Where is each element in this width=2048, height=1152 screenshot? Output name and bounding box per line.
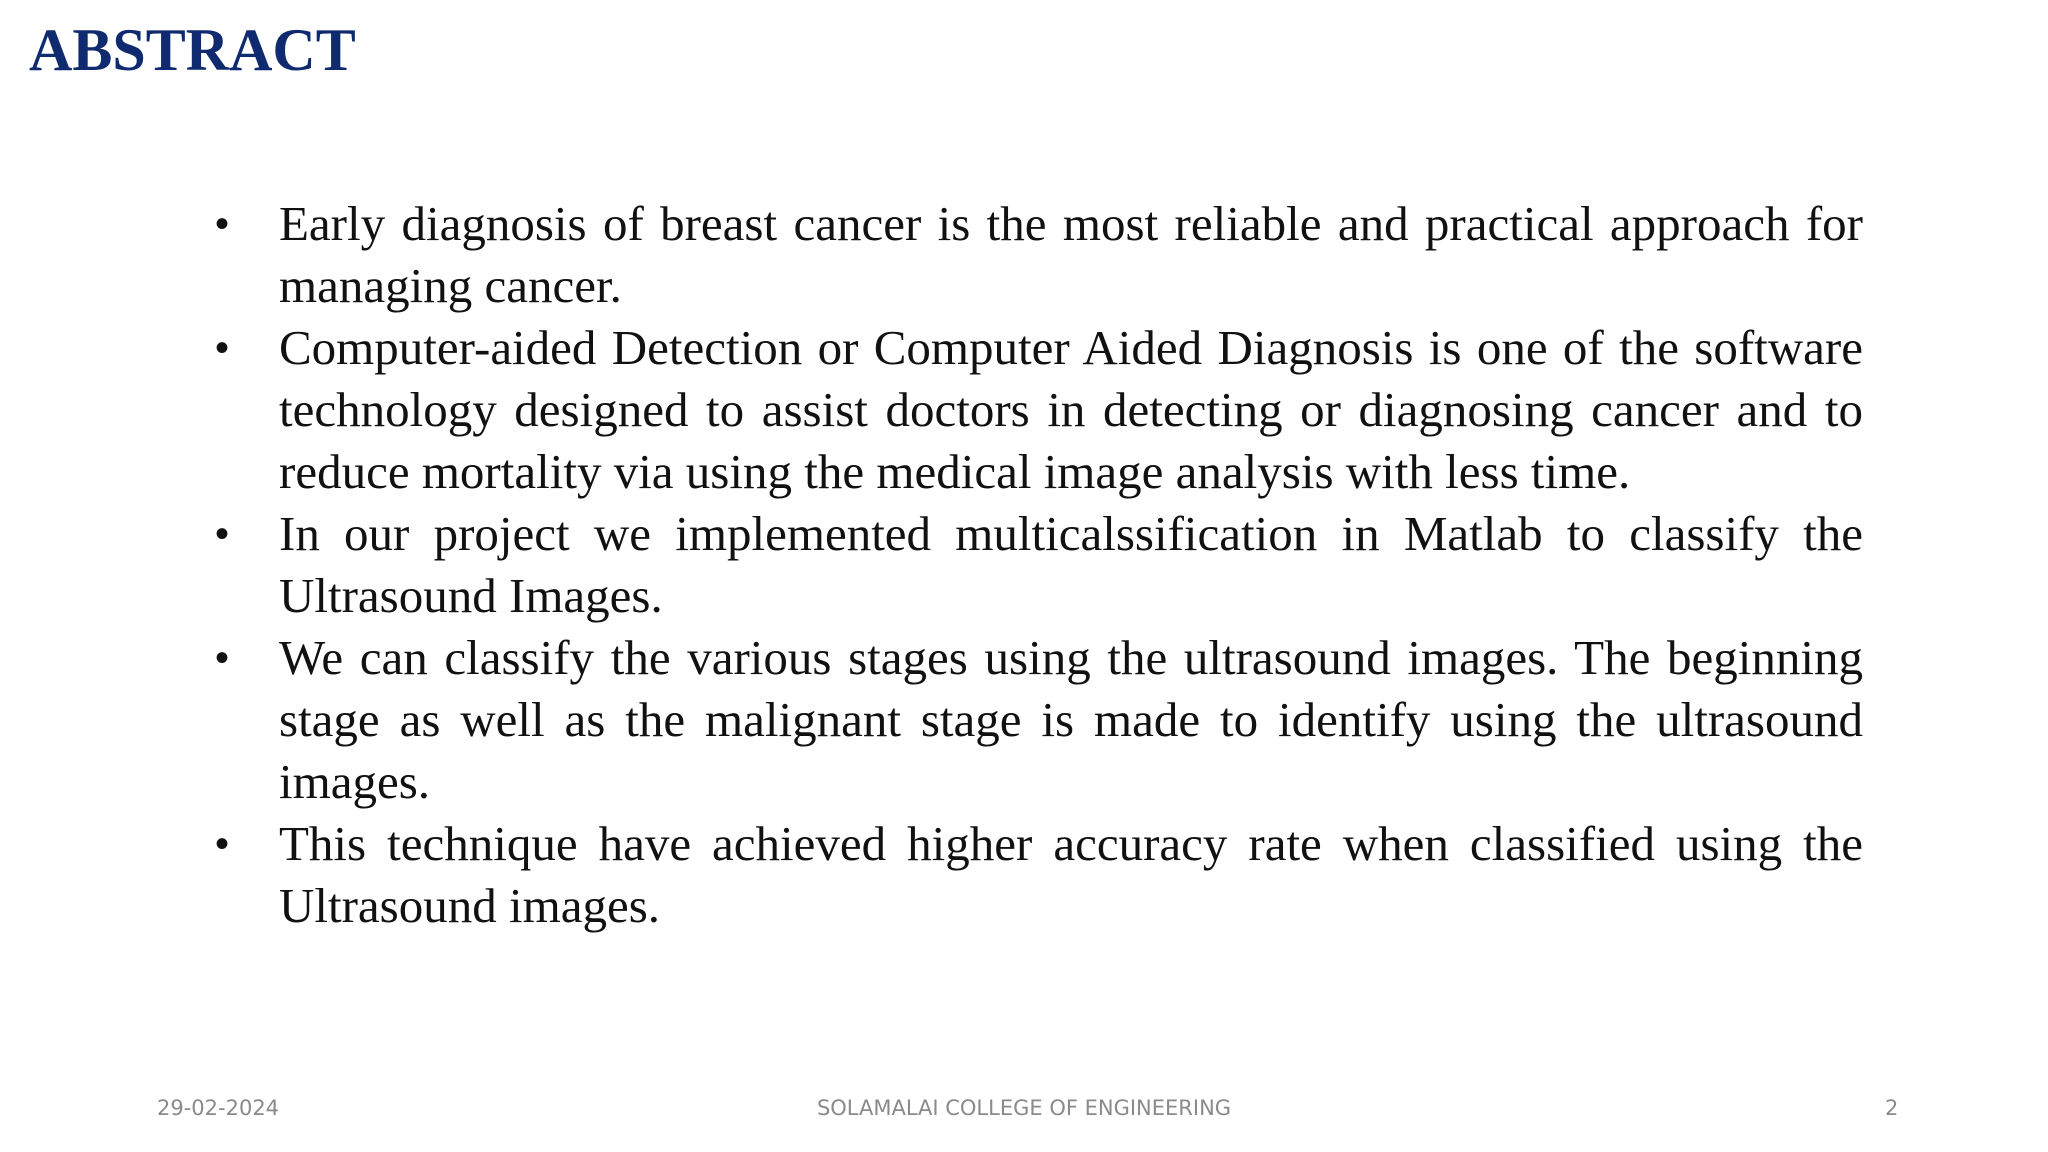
footer-page-number: 2	[1885, 1096, 1899, 1120]
bullet-item	[215, 317, 1863, 503]
footer-date: 29-02-2024	[157, 1096, 280, 1120]
bullet-icon: •	[215, 202, 230, 246]
bullet-item	[215, 193, 1863, 317]
bullet-text: We can classify the various stages using the ultrasound images. The beginning stage as well as the malignant stage is made to identify using the ultrasound images.	[279, 630, 1863, 809]
bullet-icon: •	[215, 512, 230, 556]
bullet-text: In our project we implemented multicalssification in Matlab to classify the Ultrasound Images.	[279, 506, 1863, 623]
bullet-item	[215, 813, 1863, 937]
bullet-icon: •	[215, 636, 230, 680]
bullet-item	[215, 627, 1863, 813]
bullet-list	[215, 193, 1863, 937]
bullet-item	[215, 503, 1863, 627]
slide-title: ABSTRACT	[29, 17, 356, 83]
bullet-text: Computer-aided Detection or Computer Aided Diagnosis is one of the software technology designed to assist doctors in detecting or diagnosing cancer and to reduce mortality via using the medical image analysis with less time.	[279, 320, 1863, 499]
bullet-icon: •	[215, 326, 230, 370]
bullet-icon: •	[215, 822, 230, 866]
bullet-text: This technique have achieved higher accuracy rate when classified using the Ultrasound images.	[279, 816, 1863, 933]
footer-college-name: SOLAMALAI COLLEGE OF ENGINEERING	[816, 1096, 1232, 1120]
bullet-text: Early diagnosis of breast cancer is the most reliable and practical approach for managing cancer.	[279, 196, 1863, 313]
